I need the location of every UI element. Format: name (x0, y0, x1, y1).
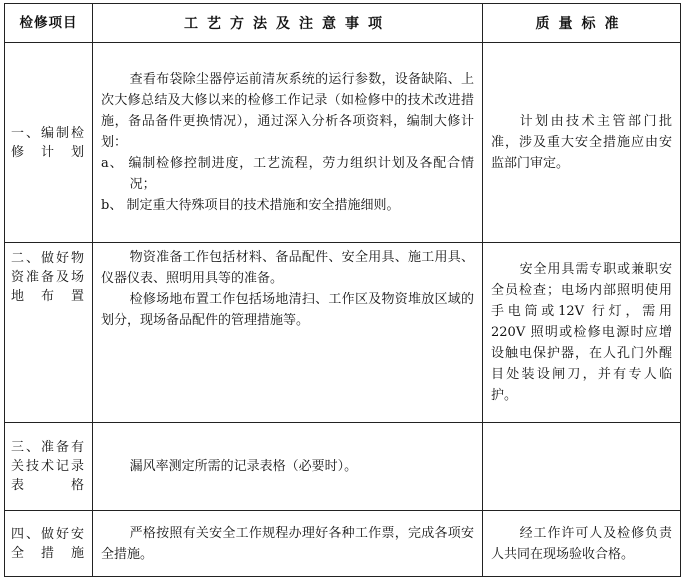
table-row (5, 511, 681, 577)
method-paragraph: 检修场地布置工作包括场地清扫、工作区及物资堆放区域的划分，现场备品配件的管理措施等。 (101, 292, 474, 328)
header-method-label: 工艺方法及注意事项 (184, 16, 391, 32)
row-item-label: 三、准备有关技术记录表格 (11, 440, 84, 493)
row-item-cell (5, 423, 93, 511)
standard-text: 经工作许可人及检修负责人共同在现场验收合格。 (491, 525, 672, 562)
row-item-label: 一、编制检修计划 (11, 125, 84, 160)
row-method-cell (93, 43, 483, 243)
table-row (5, 423, 681, 511)
method-paragraph: 漏风率测定所需的记录表格（必要时）。 (129, 459, 358, 474)
table-header-row (5, 4, 681, 43)
row-standard-cell (483, 43, 681, 243)
row-method-cell (93, 511, 483, 577)
maintenance-table (4, 3, 681, 577)
row-item-label: 四、做好安全措施 (11, 526, 84, 561)
header-item (5, 4, 93, 43)
header-method (93, 4, 483, 43)
row-standard-cell (483, 511, 681, 577)
row-standard-cell (483, 243, 681, 423)
method-paragraph: 物资准备工作包括材料、备品配件、安全用具、施工用具、仪器仪表、照明用具等的准备。 (101, 250, 474, 286)
header-item-label: 检修项目 (19, 14, 78, 31)
method-paragraph: 严格按照有关安全工作规程办理好各种工作票，完成各项安全措施。 (101, 525, 474, 562)
row-method-cell (93, 423, 483, 511)
table-row (5, 43, 681, 243)
table-row (5, 243, 681, 423)
method-paragraph: b、 制定重大待殊项目的技术措施和安全措施细则。 (101, 198, 400, 213)
standard-text: 安全用具需专职或兼职安全员检查；电场内部照明使用手电筒或12V 行灯，需用220V 照明或检修电源时应增设触电保护器，在人孔门外醒目处装设闸刀，并有专人临护。 (491, 262, 672, 403)
header-standard-label: 质量标准 (535, 16, 628, 32)
method-paragraph: a、 编制检修控制进度，工艺流程，劳力组织计划及各配合情况； (101, 156, 474, 192)
row-item-cell (5, 511, 93, 577)
row-item-cell (5, 243, 93, 423)
standard-text: 计划由技术主管部门批准，涉及重大安全措施应由安监部门审定。 (491, 114, 672, 171)
method-paragraph: 查看布袋除尘器停运前清灰系统的运行参数，设备缺陷、上次大修总结及大修以来的检修工作记录（如检修中的技术改进措施，备品备件更换情况），通过深入分析各项资料，编制大修计划： (101, 72, 474, 150)
row-standard-cell (483, 423, 681, 511)
row-item-label: 二、做好物资准备及场地布置 (11, 251, 84, 304)
row-method-cell (93, 243, 483, 423)
row-item-cell (5, 43, 93, 243)
header-standard (483, 4, 681, 43)
